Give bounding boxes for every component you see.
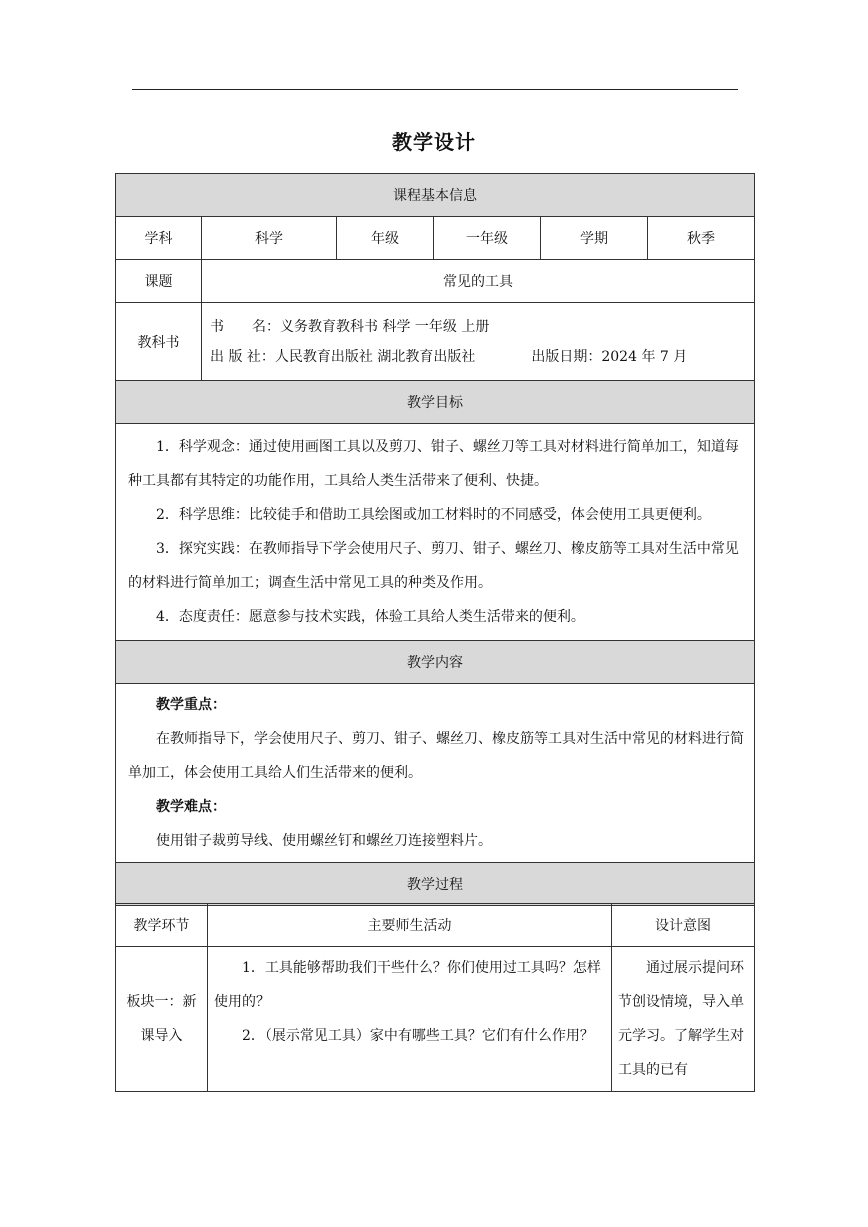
col-stage-header: 教学环节 <box>116 904 208 947</box>
process-table <box>115 903 755 1092</box>
term-value: 秋季 <box>648 217 755 260</box>
textbook-publisher-line <box>210 342 746 372</box>
textbook-name: 书 名：义务教育教科书 科学 一年级 上册 <box>210 318 490 335</box>
subject-label: 学科 <box>116 217 202 260</box>
intent-text: 通过展示提问环节创设情境，导入单元学习。了解学生对工具的已有 <box>618 960 744 1078</box>
textbook-publisher: 出 版 社：人民教育出版社 湖北教育出版社 <box>210 348 476 365</box>
objective-item: 4．态度责任：愿意参与技术实践，体验工具给人类生活带来的便利。 <box>156 609 585 625</box>
activity-cell <box>208 947 612 1092</box>
stage-name: 板块一：新课导入 <box>126 994 197 1044</box>
textbook-info <box>202 303 755 381</box>
term-label: 学期 <box>541 217 648 260</box>
difficulty-text: 使用钳子裁剪导线、使用螺丝钉和螺丝刀连接塑料片。 <box>156 833 492 849</box>
objective-item: 2．科学思维：比较徒手和借助工具绘图或加工材料时的不同感受，体会使用工具更便利。 <box>156 507 711 523</box>
topic-value: 常见的工具 <box>202 260 755 303</box>
objectives-body <box>116 424 755 641</box>
subject-value: 科学 <box>202 217 337 260</box>
content-header: 教学内容 <box>116 641 755 684</box>
objective-item: 1．科学观念：通过使用画图工具以及剪刀、钳子、螺丝刀等工具对材料进行简单加工，知道每种工具都有其特定的功能作用，工具给人类生活带来了便利、快捷。 <box>128 439 739 489</box>
process-header: 教学过程 <box>116 863 755 906</box>
textbook-label: 教科书 <box>116 303 202 381</box>
header-rule <box>132 89 738 90</box>
topic-label: 课题 <box>116 260 202 303</box>
grade-label: 年级 <box>337 217 434 260</box>
basic-info-header: 课程基本信息 <box>116 174 755 217</box>
grade-value: 一年级 <box>434 217 541 260</box>
lesson-plan-table <box>115 173 755 906</box>
col-activity-header: 主要师生活动 <box>208 904 612 947</box>
difficulty-label: 教学难点： <box>156 799 226 815</box>
objectives-header: 教学目标 <box>116 381 755 424</box>
key-point-text: 在教师指导下，学会使用尺子、剪刀、钳子、螺丝刀、橡皮筋等工具对生活中常见的材料进行简单加工，体会使用工具给人们生活带来的便利。 <box>128 731 744 781</box>
key-point-label: 教学重点： <box>156 697 226 713</box>
activity-item: 2．（展示常见工具）家中有哪些工具？它们有什么作用？ <box>242 1028 594 1044</box>
page-title: 教学设计 <box>392 130 476 154</box>
textbook-date: 出版日期：2024 年 7 月 <box>531 348 688 365</box>
stage-cell <box>116 947 208 1092</box>
activity-item: 1．工具能够帮助我们干些什么？你们使用过工具吗？怎样使用的？ <box>214 960 601 1010</box>
content-body <box>116 684 755 863</box>
col-intent-header: 设计意图 <box>612 904 755 947</box>
intent-cell <box>612 947 755 1092</box>
objective-item: 3．探究实践：在教师指导下学会使用尺子、剪刀、钳子、螺丝刀、橡皮筋等工具对生活中常见的材料进行简单加工；调查生活中常见工具的种类及作用。 <box>128 541 739 591</box>
